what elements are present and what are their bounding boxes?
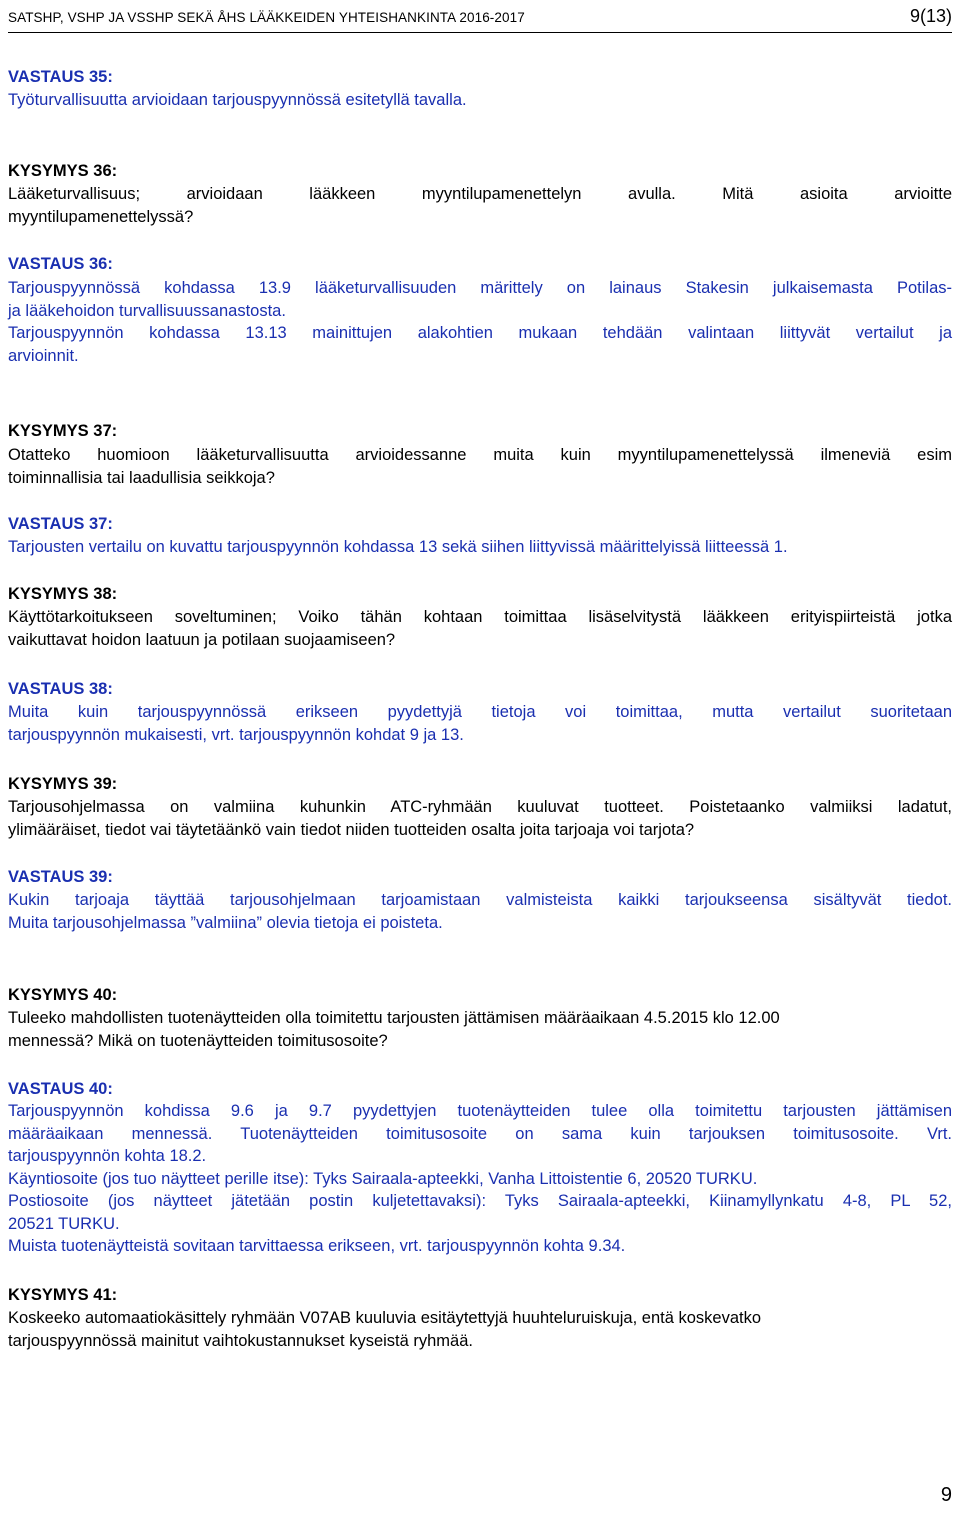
question-41-heading: KYSYMYS 41: — [8, 1286, 118, 1304]
question-37-heading: KYSYMYS 37: — [8, 422, 118, 440]
question-37-text: Otatteko huomioon lääketurvallisuutta arvioidessanne muita kuin myyntilupamenettelyssä ilmeneviä esim toiminnallisia tai laadullisia seikkoja? — [8, 446, 952, 487]
answer-35-heading: VASTAUS 35: — [8, 68, 113, 86]
footer-page-number: 9 — [940, 1484, 952, 1506]
answer-39-heading: VASTAUS 39: — [8, 868, 113, 886]
question-36-text: Lääketurvallisuus; arvioidaan lääkkeen myyntilupamenettelyn avulla. Mitä asioita arvioitte myyntilupamenettelyssä? — [8, 185, 952, 226]
question-38-heading: KYSYMYS 38: — [8, 585, 118, 603]
question-40-heading: KYSYMYS 40: — [8, 986, 118, 1004]
question-36-heading: KYSYMYS 36: — [8, 162, 118, 180]
answer-40-heading: VASTAUS 40: — [8, 1080, 113, 1098]
answer-35-text: Työturvallisuutta arvioidaan tarjouspyynnössä esitetyllä tavalla. — [8, 91, 467, 109]
answer-36-text: Tarjouspyynnössä kohdassa 13.9 lääketurvallisuuden märittely on lainaus Stakesin julkaisemasta Potilas- ja lääkehoidon turvallisuussanastosta. Tarjouspyynnön kohdassa 13.13 mainittujen alakohtien mukaan tehdään valintaan liittyvät vertailut ja arvioinnit. — [8, 279, 952, 365]
question-41-text: Koskeeko automaatiokäsittely ryhmään V07AB kuuluvia esitäytettyjä huuhteluruiskuja, entä koskevatko tarjouspyynnössä mainitut vaihtokustannukset kyseistä ryhmää. — [8, 1309, 762, 1350]
answer-38-text: Muita kuin tarjouspyynnössä erikseen pyydettyjä tietoja voi toimittaa, mutta vertailut suoritetaan tarjouspyynnön mukaisesti, vrt. tarjouspyynnön kohdat 9 ja 13. — [8, 703, 952, 744]
header-page-number: 9(13) — [909, 6, 952, 26]
header-title: SATSHP, VSHP JA VSSHP SEKÄ ÅHS LÄÄKKEIDEN YHTEISHANKINTA 2016-2017 — [8, 10, 525, 25]
answer-38-heading: VASTAUS 38: — [8, 680, 113, 698]
answer-36-heading: VASTAUS 36: — [8, 255, 113, 273]
question-40-text: Tuleeko mahdollisten tuotenäytteiden olla toimitettu tarjousten jättämisen määräaikaan 4.5.2015 klo 12.00 mennessä? Mikä on tuotenäytteiden toimitusosoite? — [8, 1009, 780, 1050]
answer-40-text: Tarjouspyynnön kohdissa 9.6 ja 9.7 pyydettyjen tuotenäytteiden tulee olla toimitettu tarjousten jättämisen määräaikaan mennessä. Tuotenäytteiden toimitusosoite on sama kuin tarjouksen toimitusosoite. Vrt. tarjouspyynnön kohta 18.2. Käyntiosoite (jos tuo näytteet perille itse): Tyks Sairaala-apteekki, Vanha Littoistentie 6, 20520 TURKU. Postiosoite (jos näytteet jätetään postin kuljetettavaksi): Tyks Sairaala-apteekki, Kiinamyllynkatu 4-8, PL 52, 20521 TURKU. Muista tuotenäytteistä sovitaan tarvittaessa erikseen, vrt. tarjouspyynnön kohta 9.34. — [8, 1102, 952, 1255]
question-38-text: Käyttötarkoitukseen soveltuminen; Voiko tähän kohtaan toimittaa lisäselvitystä lääkkeen erityispiirteistä jotka vaikuttavat hoidon laatuun ja potilaan suojaamiseen? — [8, 608, 952, 649]
question-39-text: Tarjousohjelmassa on valmiina kuhunkin ATC-ryhmään kuuluvat tuotteet. Poistetaanko valmiiksi ladatut, ylimääräiset, tiedot vai täytetäänkö vain tiedot niiden tuotteiden osalta joita tarjoaja voi tarjota? — [8, 798, 952, 839]
answer-37-heading: VASTAUS 37: — [8, 515, 113, 533]
answer-39-text: Kukin tarjoaja täyttää tarjousohjelmaan tarjoamistaan valmisteista kaikki tarjoukseensa sisältyvät tiedot. Muita tarjousohjelmassa ”valmiina” olevia tietoja ei poisteta. — [8, 891, 952, 932]
page-header — [8, 4, 952, 33]
answer-37-text: Tarjousten vertailu on kuvattu tarjouspyynnön kohdassa 13 sekä siihen liittyvissä määrittelyissä liitteessä 1. — [8, 538, 788, 556]
question-39-heading: KYSYMYS 39: — [8, 775, 118, 793]
